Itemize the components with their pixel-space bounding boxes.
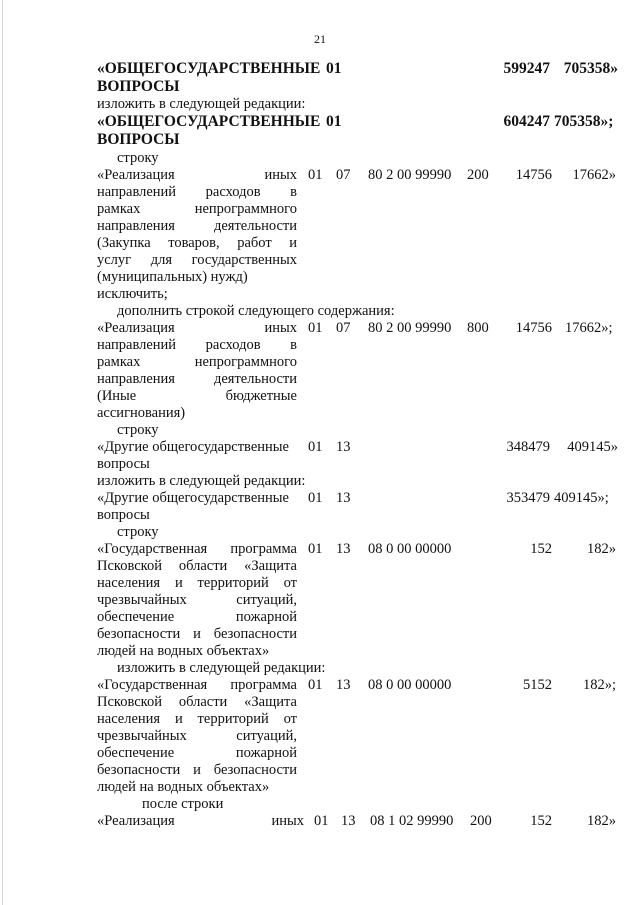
block3-value-2: 17662» (572, 167, 616, 183)
block7-line: людей на водных объектах» (97, 643, 270, 659)
block3-value-1: 14756 (515, 167, 552, 183)
block6-line: «Другие общегосударственные (97, 490, 289, 506)
block7-value-1: 152 (530, 541, 552, 557)
block3-line: направления деятельности (97, 218, 297, 234)
block2-section-code: 01 (326, 113, 342, 130)
block1-section-code: 01 (326, 60, 342, 77)
block4-expense-type: 800 (467, 320, 489, 336)
block4-section-code: 01 (308, 320, 323, 336)
block5-section-code: 01 (308, 439, 323, 455)
block5-line: «Другие общегосударственные (97, 439, 289, 455)
block8-value-2: 182»; (583, 677, 617, 693)
instruction-row-3: строку (117, 524, 159, 540)
block3-line: рамках непрограммного (97, 201, 297, 217)
block7-line: безопасности и безопасности (97, 626, 297, 642)
block5-line: вопросы (97, 456, 150, 472)
block4-value-1: 14756 (515, 320, 552, 336)
block1-value-1: 599247 (503, 60, 550, 77)
block2-name-line2: ВОПРОСЫ (97, 131, 180, 148)
block9-expense-type: 200 (470, 813, 492, 829)
block4-line: рамках непрограммного (97, 354, 297, 370)
block3-line: (муниципальных) нужд) (97, 269, 248, 285)
block4-subsection-code: 07 (336, 320, 351, 336)
block6-line: вопросы (97, 507, 150, 523)
block9-value-1: 152 (530, 813, 552, 829)
block7-line: населения и территорий от (97, 575, 297, 591)
block3-section-code: 01 (308, 167, 323, 183)
block5-subsection-code: 13 (336, 439, 351, 455)
block9-subsection-code: 13 (341, 813, 356, 829)
block8-line: населения и территорий от (97, 711, 297, 727)
block5-value-2: 409145» (567, 439, 618, 455)
block4-line: направлений расходов в (97, 337, 297, 353)
page-number: 21 (314, 32, 326, 46)
instruction-new-edition-2: изложить в следующей редакции: (97, 473, 306, 489)
instruction-add-row: дополнить строкой следующего содержания: (117, 303, 395, 319)
block8-line: обеспечение пожарной (97, 745, 297, 761)
block8-line: «Государственная программа (97, 677, 297, 693)
block9-section-code: 01 (314, 813, 329, 829)
block7-section-code: 01 (308, 541, 323, 557)
block2-value-1: 604247 (503, 113, 550, 130)
block8-line: людей на водных объектах» (97, 779, 270, 795)
block6-subsection-code: 13 (336, 490, 351, 506)
block7-line: чрезвычайных ситуаций, (97, 592, 297, 608)
block7-line: Псковской области «Защита (97, 558, 297, 574)
block3-expense-type: 200 (467, 167, 489, 183)
instruction-row-2: строку (117, 422, 159, 438)
block7-line: обеспечение пожарной (97, 609, 297, 625)
block4-line: направления деятельности (97, 371, 297, 387)
block3-target-article: 80 2 00 99990 (368, 167, 452, 183)
instruction-row-1: строку (117, 150, 159, 166)
block6-value-2: 409145»; (554, 490, 609, 506)
block4-line: (Иные бюджетные (97, 388, 297, 404)
block7-value-2: 182» (587, 541, 616, 557)
block7-subsection-code: 13 (336, 541, 351, 557)
block8-subsection-code: 13 (336, 677, 351, 693)
block5-value-1: 348479 (506, 439, 550, 455)
instruction-after-row: после строки (142, 796, 224, 812)
block4-target-article: 80 2 00 99990 (368, 320, 452, 336)
block4-value-2: 17662»; (565, 320, 613, 336)
block7-line: «Государственная программа (97, 541, 297, 557)
block8-line: чрезвычайных ситуаций, (97, 728, 297, 744)
instruction-new-edition-3: изложить в следующей редакции: (117, 660, 326, 676)
block8-section-code: 01 (308, 677, 323, 693)
block9-value-2: 182» (587, 813, 616, 829)
block3-line: «Реализация иных (97, 167, 297, 183)
block3-line: (Закупка товаров, работ и (97, 235, 297, 251)
block8-line: Псковской области «Защита (97, 694, 297, 710)
block7-target-article: 08 0 00 00000 (368, 541, 452, 557)
block6-value-1: 353479 (506, 490, 550, 506)
block9-line: «Реализация иных (97, 813, 304, 829)
instruction-new-edition-1: изложить в следующей редакции: (97, 96, 306, 112)
block4-line: «Реализация иных (97, 320, 297, 336)
scan-edge (2, 0, 3, 905)
block3-subsection-code: 07 (336, 167, 351, 183)
block1-name-line2: ВОПРОСЫ (97, 78, 180, 95)
block1-name-line1: «ОБЩЕГОСУДАРСТВЕННЫЕ (97, 60, 321, 77)
block1-value-2: 705358» (563, 60, 618, 77)
block6-section-code: 01 (308, 490, 323, 506)
block4-line: ассигнования) (97, 405, 186, 421)
block2-name-line1: «ОБЩЕГОСУДАРСТВЕННЫЕ (97, 113, 321, 130)
instruction-exclude: исключить; (97, 286, 168, 302)
block9-target-article: 08 1 02 99990 (370, 813, 454, 829)
block3-line: направлений расходов в (97, 184, 297, 200)
block3-line: услуг для государственных (97, 252, 297, 268)
block8-line: безопасности и безопасности (97, 762, 297, 778)
block8-value-1: 5152 (523, 677, 552, 693)
block8-target-article: 08 0 00 00000 (368, 677, 452, 693)
block2-value-2: 705358»; (554, 113, 614, 130)
